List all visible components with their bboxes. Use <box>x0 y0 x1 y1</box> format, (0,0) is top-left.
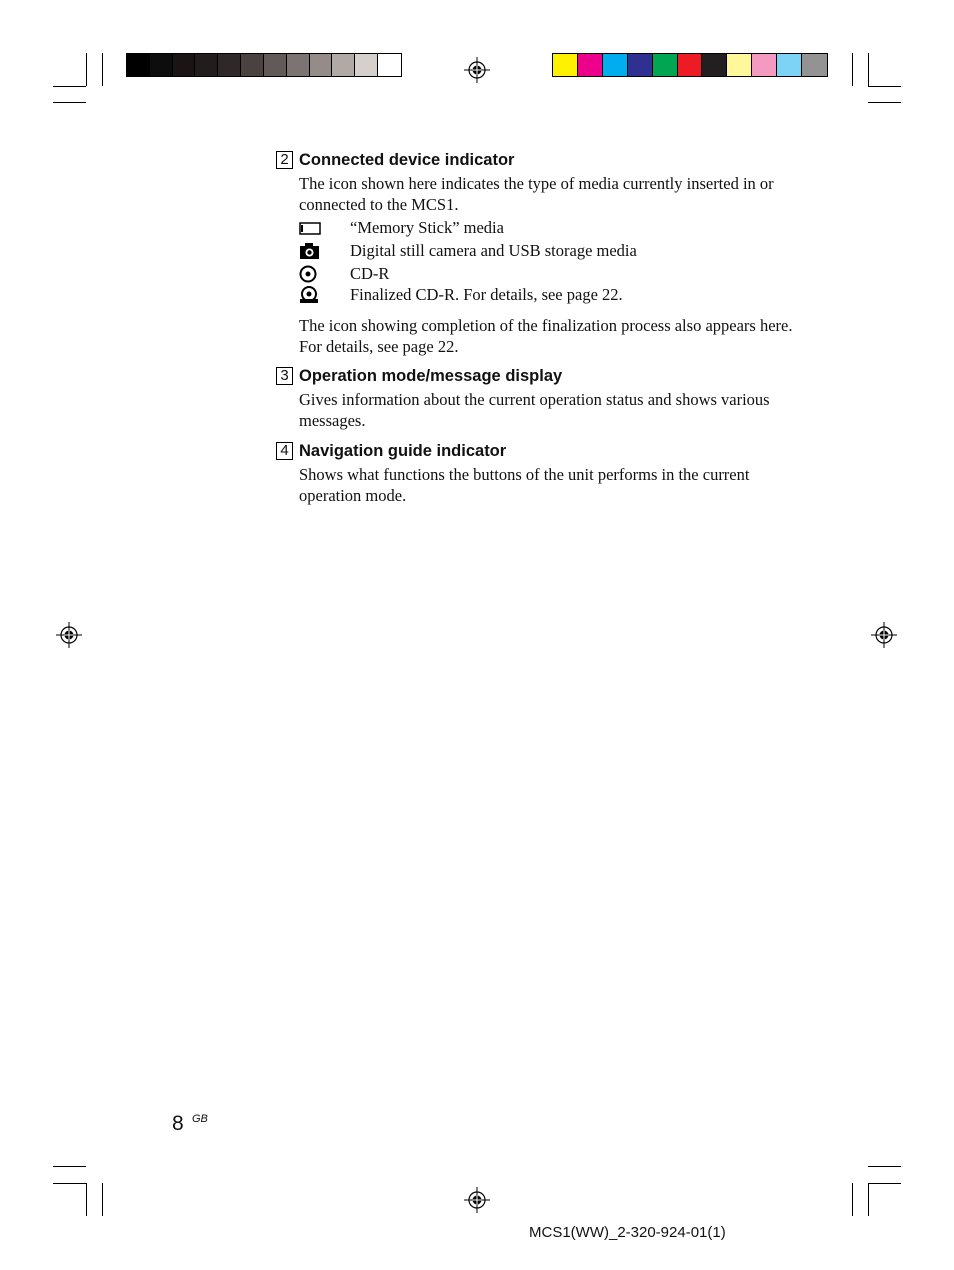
crop-mark <box>53 102 86 103</box>
list-item <box>299 263 799 285</box>
color-swatch <box>241 54 264 76</box>
crop-mark <box>86 1183 87 1216</box>
color-swatch <box>752 54 777 76</box>
color-swatch <box>628 54 653 76</box>
section-body: Shows what functions the buttons of the unit performs in the current operation mode. <box>299 465 750 505</box>
crop-mark <box>86 53 87 86</box>
crop-mark <box>53 1166 86 1167</box>
section-title: Operation mode/message display <box>299 367 563 385</box>
color-swatch <box>802 54 827 76</box>
list-item <box>299 284 799 306</box>
crop-mark <box>868 1166 901 1167</box>
section-heading-3 <box>276 366 562 386</box>
registration-mark-icon <box>464 57 490 83</box>
list-item <box>299 240 799 262</box>
color-swatch <box>218 54 241 76</box>
registration-mark-icon <box>464 1187 490 1213</box>
color-swatch <box>603 54 628 76</box>
page-number: 8 <box>172 1112 184 1135</box>
list-item <box>299 217 799 239</box>
registration-mark-icon <box>56 622 82 648</box>
color-calibration-bar <box>552 53 828 77</box>
section-outro: The icon showing completion of the finalization process also appears here. For details, see page 22. <box>299 316 793 356</box>
crop-mark <box>852 1183 853 1216</box>
color-swatch <box>287 54 310 76</box>
finalized-cd-r-icon <box>299 286 321 304</box>
section-title: Navigation guide indicator <box>299 442 507 460</box>
list-item-label: CD-R <box>350 264 390 283</box>
color-swatch <box>173 54 196 76</box>
crop-mark <box>868 53 869 86</box>
section-body: Gives information about the current operation status and shows various messages. <box>299 390 770 430</box>
list-item-label: “Memory Stick” media <box>350 218 504 237</box>
registration-mark-icon <box>871 622 897 648</box>
crop-mark <box>868 1183 901 1184</box>
color-swatch <box>653 54 678 76</box>
section-heading-2 <box>276 150 514 170</box>
section-intro: The icon shown here indicates the type of media currently inserted in or connected to the MCS1. <box>299 174 774 214</box>
list-item-label: Finalized CD-R. For details, see page 22. <box>350 285 623 304</box>
color-swatch <box>578 54 603 76</box>
crop-mark <box>53 86 86 87</box>
camera-icon <box>299 242 321 260</box>
section-number: 4 <box>276 442 293 460</box>
crop-mark <box>102 1183 103 1216</box>
section-number: 2 <box>276 151 293 169</box>
color-swatch <box>553 54 578 76</box>
color-swatch <box>310 54 333 76</box>
section-heading-4 <box>276 441 506 461</box>
crop-mark <box>102 53 103 86</box>
color-swatch <box>264 54 287 76</box>
gray-scale-bar <box>126 53 402 77</box>
color-swatch <box>150 54 173 76</box>
cd-r-icon <box>299 265 321 283</box>
section-title: Connected device indicator <box>299 151 515 169</box>
crop-mark <box>852 53 853 86</box>
crop-mark <box>868 1183 869 1216</box>
color-swatch <box>355 54 378 76</box>
color-swatch <box>332 54 355 76</box>
crop-mark <box>868 86 901 87</box>
page-language-code: GB <box>192 1113 208 1125</box>
color-swatch <box>127 54 150 76</box>
list-item-label: Digital still camera and USB storage media <box>350 241 637 260</box>
crop-mark <box>868 102 901 103</box>
color-swatch <box>727 54 752 76</box>
color-swatch <box>378 54 401 76</box>
color-swatch <box>195 54 218 76</box>
document-code: MCS1(WW)_2-320-924-01(1) <box>529 1224 726 1241</box>
color-swatch <box>777 54 802 76</box>
memory-stick-icon <box>299 219 321 237</box>
crop-mark <box>53 1183 86 1184</box>
section-number: 3 <box>276 367 293 385</box>
color-swatch <box>702 54 727 76</box>
color-swatch <box>678 54 703 76</box>
